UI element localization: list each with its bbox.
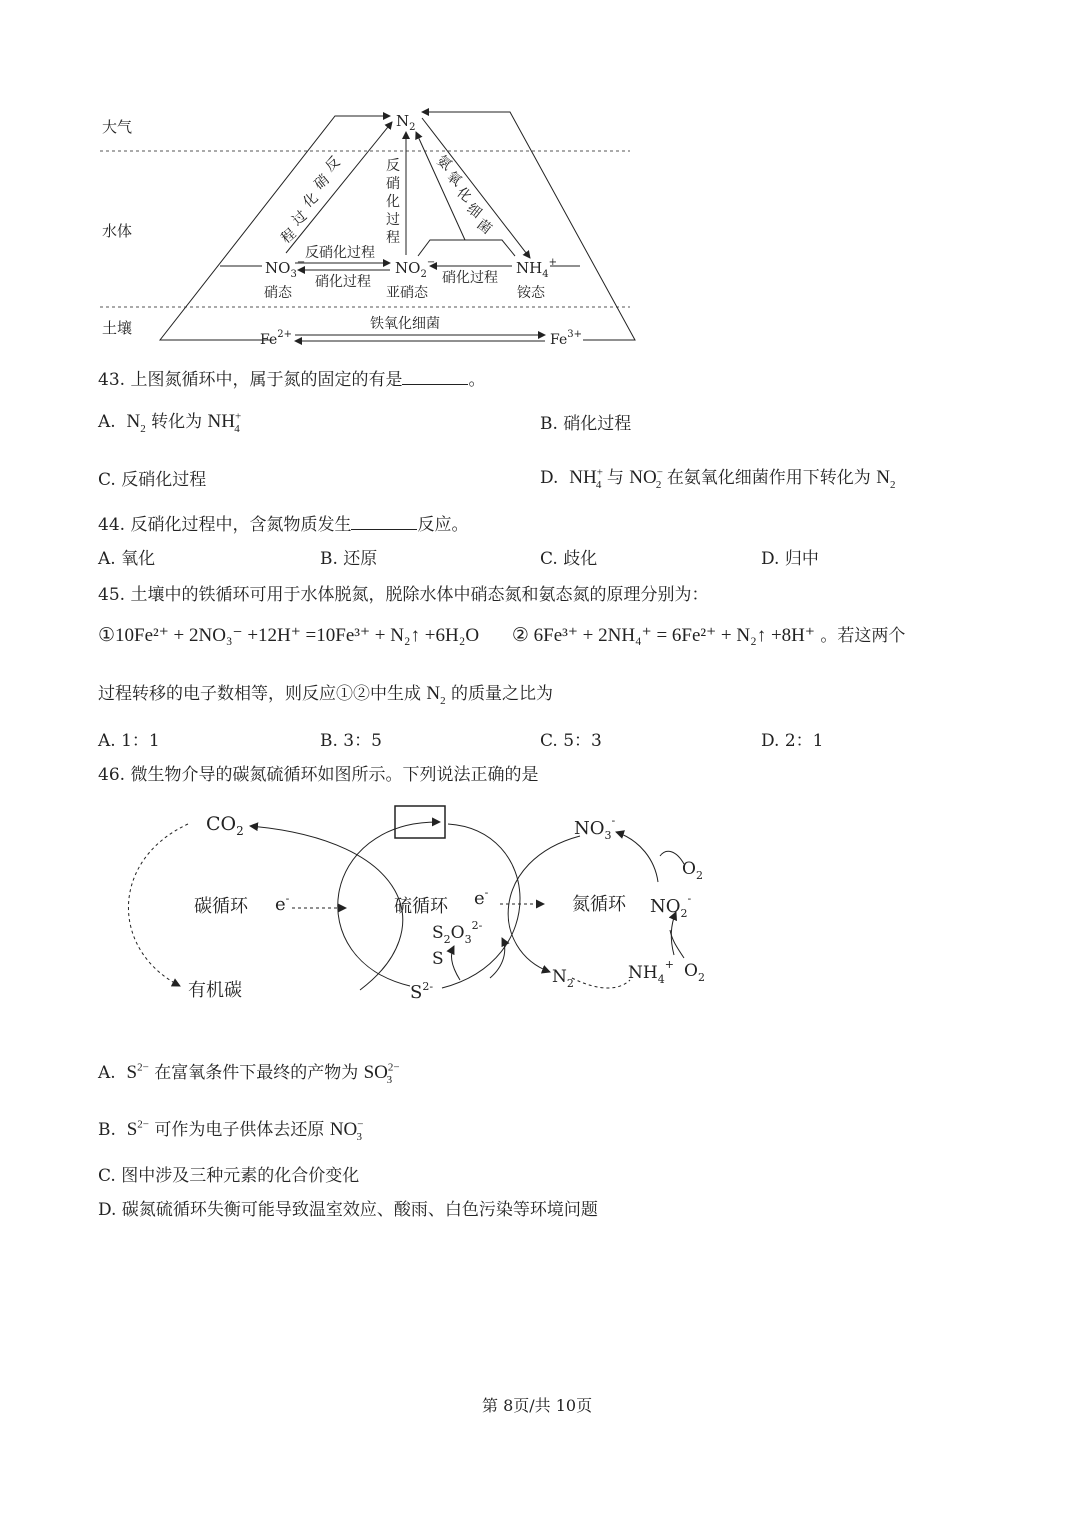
q43-stem: 43. 上图氮循环中，属于氮的固定的有是 。 [98, 370, 486, 390]
q45-option-d[interactable]: D. 2：1 [761, 731, 824, 751]
denit-horizontal-label: 反硝化过程 [305, 245, 375, 261]
q46-option-a[interactable]: A. $S^{2-}$ 在富氧条件下最终的产物为 $SO^{2-}_3$ [98, 1061, 400, 1086]
page-footer: 第 8页/共 10页 [482, 1396, 593, 1415]
svg-text:氨: 氨 [433, 152, 455, 174]
fe3-label: $Fe^{3+}$ [550, 329, 582, 348]
n2-label: $N_2$ [552, 967, 574, 990]
q45-option-c[interactable]: C. 5：3 [540, 731, 602, 751]
svg-text:化: 化 [453, 184, 475, 206]
q44-option-a[interactable]: A. 氧化 [98, 549, 156, 569]
nh4-label: $NH_4^+$ [516, 257, 557, 280]
q43-option-b[interactable]: B. 硝化过程 [540, 414, 632, 434]
svg-text:过: 过 [386, 212, 400, 228]
q46-stem: 46. 微生物介导的碳氮硫循环如图所示。下列说法正确的是 [98, 765, 539, 785]
q44-blank [351, 515, 417, 530]
q44-option-d[interactable]: D. 归中 [761, 549, 819, 569]
organic-carbon-label: 有机碳 [188, 980, 242, 1001]
no3-label: $NO_3^-$ [574, 814, 616, 842]
svg-text:菌: 菌 [473, 216, 495, 238]
q43-blank [402, 370, 468, 385]
ammox-bacteria-label [434, 153, 495, 238]
carbon-cycle-label: 碳循环 [194, 896, 248, 917]
svg-text:程: 程 [386, 230, 400, 246]
nit-horizontal-label-2: 硝化过程 [442, 270, 498, 286]
denit-center-vertical-label [386, 158, 400, 246]
q44-option-c[interactable]: C. 歧化 [540, 549, 598, 569]
iron-bacteria-label: 铁氧化细菌 [370, 316, 440, 332]
co2-label: $CO_2$ [206, 813, 244, 838]
no3-label: $NO_3^-$ [265, 257, 306, 280]
o2-label-2: $O_2$ [684, 961, 705, 984]
nit-horizontal-label-1: 硝化过程 [315, 274, 371, 290]
svg-text:反: 反 [386, 158, 400, 174]
q45-equation-2: ② 6Fe³⁺ + 2NH₄⁺ = 6Fe²⁺ + N₂↑ +8H⁺ [511, 625, 815, 646]
q45-option-b[interactable]: B. 3：5 [320, 731, 382, 751]
s-label: S [432, 949, 444, 969]
q45-stem-line2: 过程转移的电子数相等，则反应①②中生成 $N_2$ 的质量之比为 [98, 683, 554, 707]
nitrogen-cycle-label: 氮循环 [572, 894, 626, 915]
svg-text:硝: 硝 [386, 176, 400, 192]
cns-cycle-diagram [110, 800, 730, 1020]
sulfur-cycle-label: 硫循环 [394, 896, 448, 917]
no2-label: $NO_2^-$ [650, 892, 692, 920]
s2-label: $S^{2-}$ [410, 980, 434, 1003]
q43-option-d[interactable]: D. $NH^+_4$ 与 $NO^-_2$ 在氨氧化细菌作用下转化为 $N_2$ [540, 466, 896, 491]
n2-label: $N_2$ [396, 112, 416, 133]
q46-option-b[interactable]: B. $S^{2-}$ 可作为电子供体去还原 $NO^-_3$ [98, 1118, 364, 1143]
q46-option-c[interactable]: C. 图中涉及三种元素的化合价变化 [98, 1166, 360, 1186]
electron-label-2: e- [474, 886, 489, 909]
svg-text:化: 化 [386, 194, 400, 210]
svg-text:过: 过 [289, 207, 311, 230]
q45-option-a[interactable]: A. 1：1 [98, 731, 160, 751]
svg-text:硝: 硝 [311, 171, 333, 194]
o2-label-1: $O_2$ [682, 859, 703, 882]
nitrogen-cycle-diagram [90, 100, 650, 355]
q46-option-d[interactable]: D. 碳氮硫循环失衡可能导致温室效应、酸雨、白色污染等环境问题 [98, 1200, 598, 1220]
svg-text:化: 化 [300, 189, 322, 212]
q43-option-c[interactable]: C. 反硝化过程 [98, 470, 207, 490]
s2o3-label: $S_2O_3^{2-}$ [432, 919, 483, 946]
q45-stem: 45. 土壤中的铁循环可用于水体脱氮，脱除水体中硝态氮和氨态氮的原理分别为： [98, 585, 709, 605]
svg-text:氧: 氧 [443, 168, 465, 190]
svg-text:反: 反 [322, 153, 344, 176]
q43-option-a[interactable]: A. $N_2$ 转化为 $NH^+_4$ [98, 410, 242, 435]
electron-label-1: e- [275, 892, 290, 915]
state-nitrite: 亚硝态 [386, 285, 428, 301]
q44-stem: 44. 反硝化过程中，含氮物质发生 反应。 [98, 515, 469, 535]
nh4-label: $NH_4^+$ [628, 958, 674, 986]
layer-label-soil: 土壤 [102, 319, 133, 337]
no2-label: $NO_2^-$ [395, 257, 436, 280]
svg-text:程: 程 [278, 225, 300, 248]
denit-left-vertical-label [278, 154, 343, 247]
layer-label-water: 水体 [102, 222, 133, 240]
q45-equations: ①10Fe²⁺ + 2NO₃⁻ +12H⁺ =10Fe³⁺ + N₂↑ +6H₂O ② 6Fe³⁺ + 2NH₄⁺ = 6Fe²⁺ + N₂↑ +8H⁺ 。若这两个 [98, 625, 906, 646]
q45-equation-1: ①10Fe²⁺ + 2NO₃⁻ +12H⁺ =10Fe³⁺ + N₂↑ +6H₂O [98, 625, 480, 646]
q44-option-b[interactable]: B. 还原 [320, 549, 378, 569]
state-ammonium: 铵态 [517, 285, 545, 301]
fe2-label: $Fe^{2+}$ [260, 329, 292, 348]
state-nitrate: 硝态 [264, 285, 292, 301]
svg-text:细: 细 [463, 200, 485, 222]
layer-label-atmosphere: 大气 [102, 118, 133, 136]
